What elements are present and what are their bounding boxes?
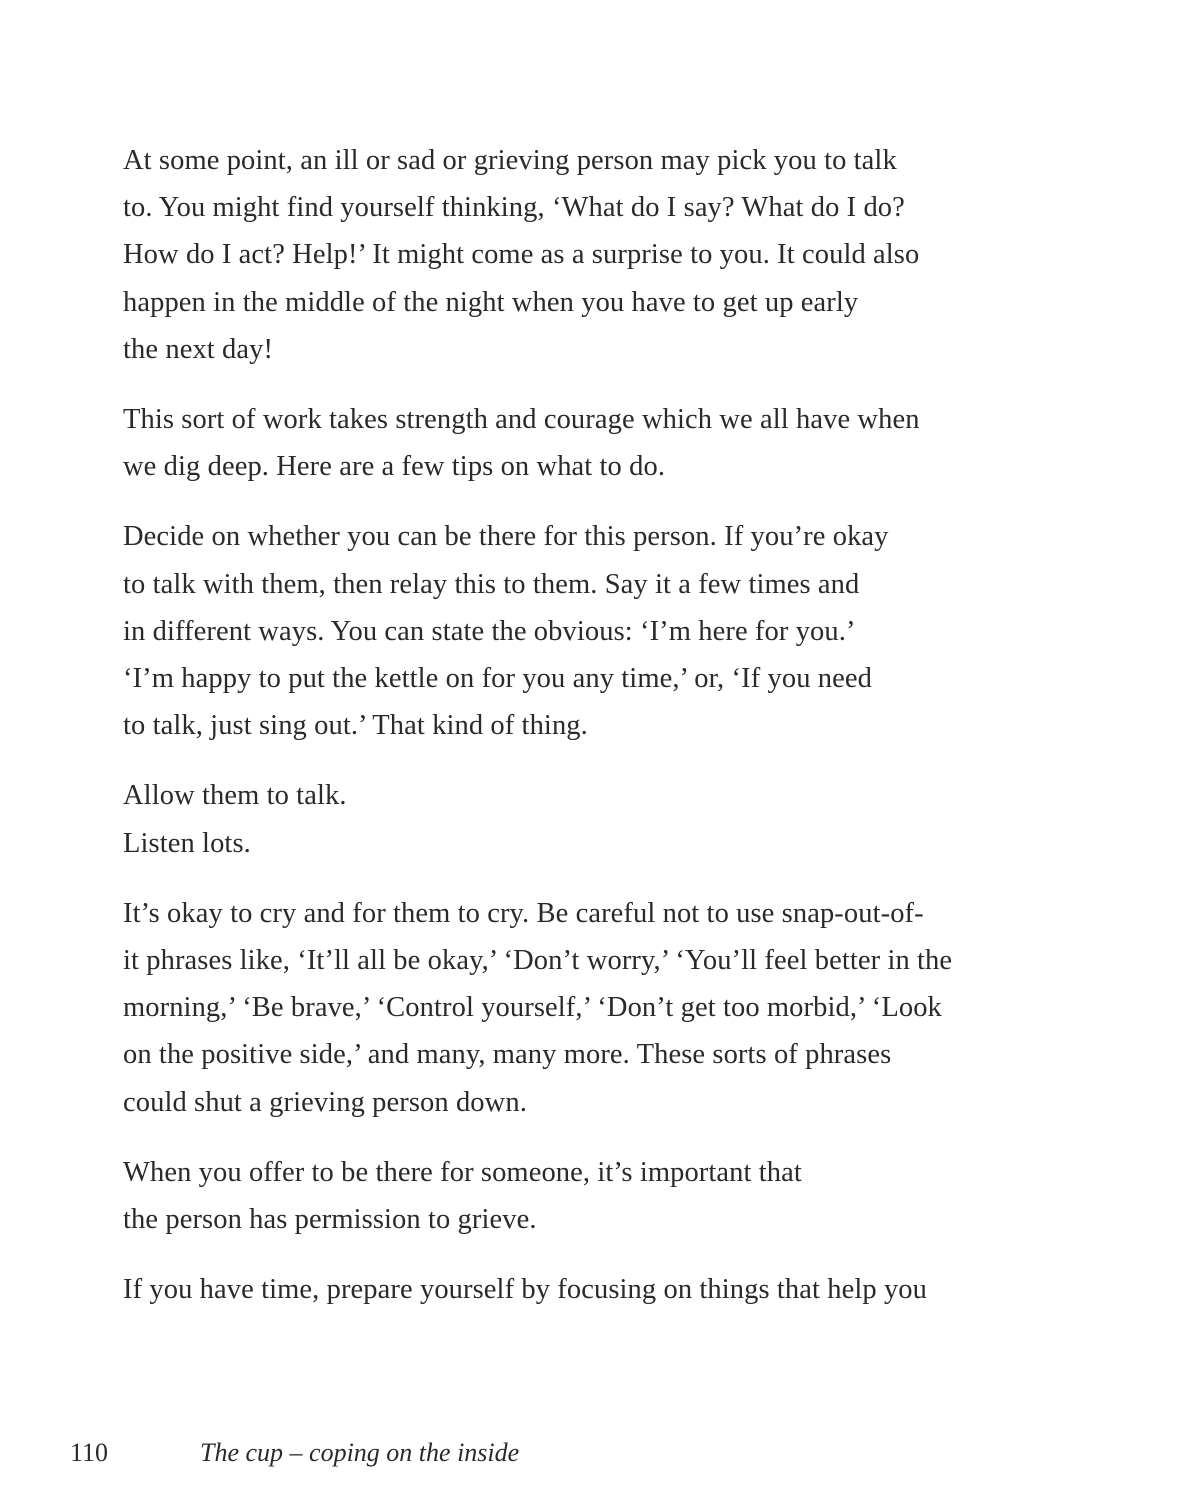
text-line: Allow them to talk.: [123, 780, 347, 812]
paragraph-6: [123, 1149, 1023, 1243]
text-line: It’s okay to cry and for them to cry. Be careful not to use snap-out-of-: [123, 897, 924, 929]
text-line: could shut a grieving person down.: [123, 1086, 527, 1118]
paragraph-5: [123, 890, 1023, 1126]
text-line: in different ways. You can state the obvious: ‘I’m here for you.’: [123, 615, 856, 647]
text-line: to. You might find yourself thinking, ‘What do I say? What do I do?: [123, 192, 905, 224]
running-title: The cup – coping on the inside: [200, 1438, 520, 1467]
text-line: When you offer to be there for someone, it’s important that: [123, 1156, 802, 1188]
text-line: the person has permission to grieve.: [123, 1204, 537, 1236]
text-line: we dig deep. Here are a few tips on what to do.: [123, 451, 666, 483]
body-text: [123, 137, 1023, 1336]
page-number: 110: [70, 1438, 109, 1467]
text-line: Listen lots.: [123, 827, 251, 859]
text-line: on the positive side,’ and many, many more. These sorts of phrases: [123, 1039, 892, 1071]
paragraph-7: [123, 1266, 1023, 1313]
text-line: How do I act? Help!’ It might come as a surprise to you. It could also: [123, 239, 920, 271]
paragraph-3: [123, 513, 1023, 749]
text-line: to talk with them, then relay this to them. Say it a few times and: [123, 568, 860, 600]
text-line: This sort of work takes strength and courage which we all have when: [123, 404, 920, 436]
text-line: it phrases like, ‘It’ll all be okay,’ ‘Don’t worry,’ ‘You’ll feel better in the: [123, 945, 953, 977]
text-line: to talk, just sing out.’ That kind of thing.: [123, 710, 588, 742]
text-line: happen in the middle of the night when you have to get up early: [123, 286, 859, 318]
page-footer: [70, 1438, 519, 1478]
text-line: At some point, an ill or sad or grieving person may pick you to talk: [123, 145, 897, 176]
text-line: morning,’ ‘Be brave,’ ‘Control yourself,’ ‘Don’t get too morbid,’ ‘Look: [123, 992, 942, 1024]
text-line: Decide on whether you can be there for this person. If you’re okay: [123, 521, 889, 553]
paragraph-1: [123, 137, 1023, 373]
paragraph-2: [123, 396, 1023, 490]
paragraph-4: [123, 772, 1023, 866]
text-line: If you have time, prepare yourself by focusing on things that help you: [123, 1274, 928, 1306]
text-line: ‘I’m happy to put the kettle on for you any time,’ or, ‘If you need: [123, 663, 872, 695]
text-line: the next day!: [123, 333, 274, 365]
